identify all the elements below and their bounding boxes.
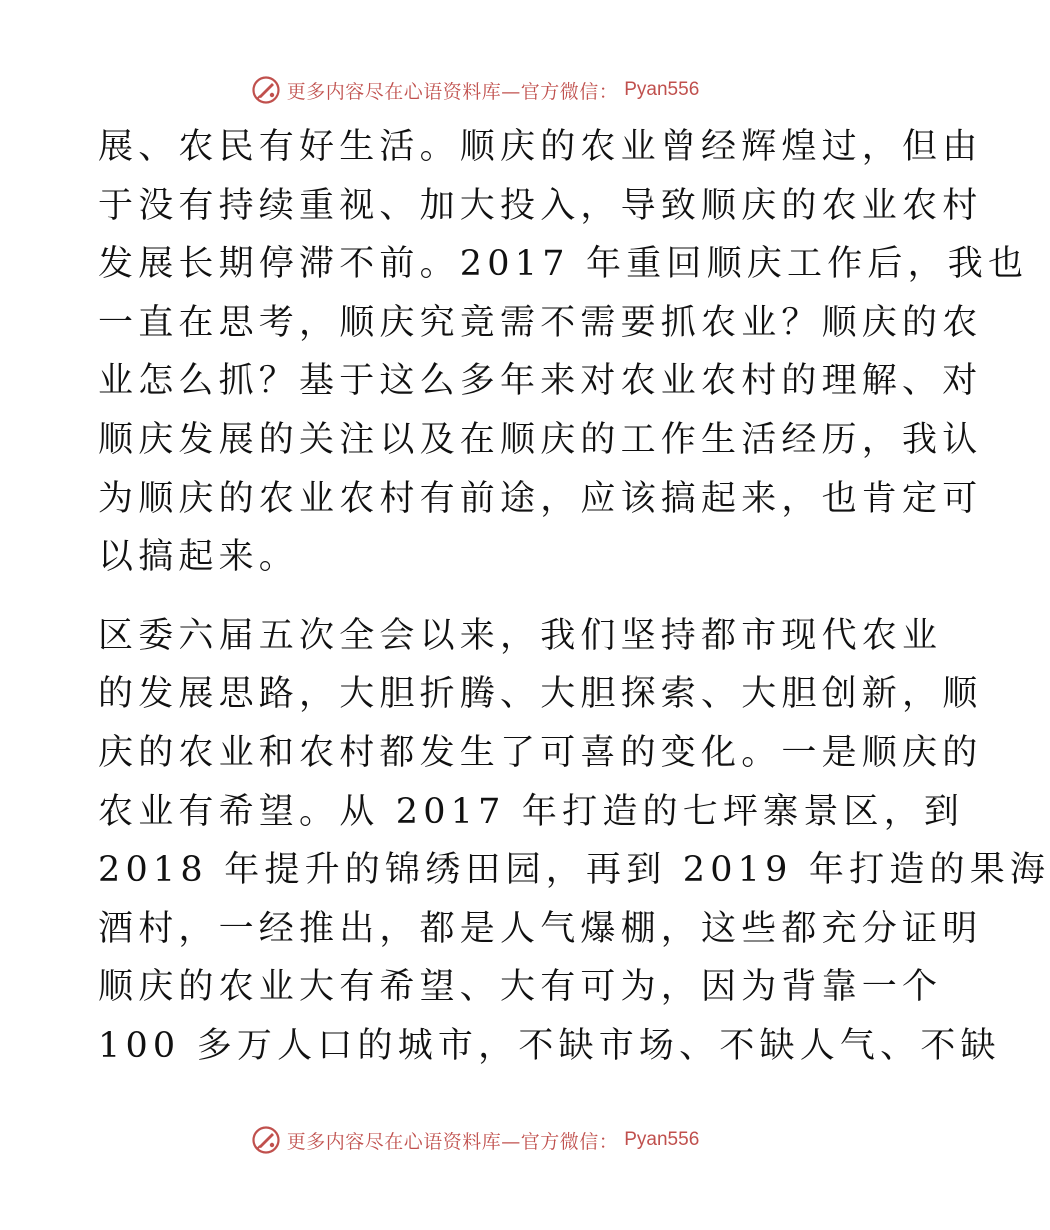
quill-logo-icon — [251, 1125, 281, 1155]
text-line: 2018 年提升的锦绣田园，再到 2019 年打造的果海 — [98, 850, 1050, 891]
text-line: 展、农民有好生活。顺庆的农业曾经辉煌过，但由 — [98, 127, 983, 167]
quill-logo-icon — [251, 75, 281, 105]
text-line: 一直在思考，顺庆究竟需不需要抓农业？顺庆的农 — [98, 302, 983, 343]
document-body — [98, 118, 1050, 1076]
text-line: 农业有希望。从 2017 年打造的七坪寨景区，到 — [98, 791, 965, 832]
header-watermark — [0, 70, 950, 110]
header-watermark-id: Pyan556 — [624, 79, 700, 100]
text-line: 发展长期停滞不前。2017 年重回顺庆工作后，我也 — [98, 244, 1029, 285]
text-line: 为顺庆的农业农村有前途，应该搞起来，也肯定可 — [98, 478, 983, 519]
text-line: 于没有持续重视、加大投入，导致顺庆的农业农村 — [98, 185, 983, 226]
text-line: 以搞起来。 — [98, 537, 300, 578]
text-line: 区委六届五次全会以来，我们坚持都市现代农业 — [98, 615, 943, 656]
footer-watermark-text: 更多内容尽在心语资料库—官方微信： — [286, 1130, 619, 1153]
paragraph-gap — [98, 587, 858, 607]
text-line: 100 多万人口的城市，不缺市场、不缺人气、不缺 — [98, 1025, 1001, 1066]
paragraph-2 — [98, 607, 1050, 1076]
text-line: 酒村，一经推出，都是人气爆棚，这些都充分证明 — [98, 908, 983, 949]
text-line: 顺庆发展的关注以及在顺庆的工作生活经历，我认 — [98, 419, 983, 460]
footer-watermark — [0, 1120, 950, 1160]
header-watermark-text: 更多内容尽在心语资料库—官方微信： — [286, 80, 619, 103]
text-line: 庆的农业和农村都发生了可喜的变化。一是顺庆的 — [98, 732, 983, 773]
text-line: 顺庆的农业大有希望、大有可为，因为背靠一个 — [98, 967, 943, 1008]
paragraph-1 — [98, 118, 1029, 587]
footer-watermark-id: Pyan556 — [624, 1129, 700, 1150]
text-line: 的发展思路，大胆折腾、大胆探索、大胆创新，顺 — [98, 674, 983, 715]
text-line: 业怎么抓？基于这么多年来对农业农村的理解、对 — [98, 361, 983, 402]
